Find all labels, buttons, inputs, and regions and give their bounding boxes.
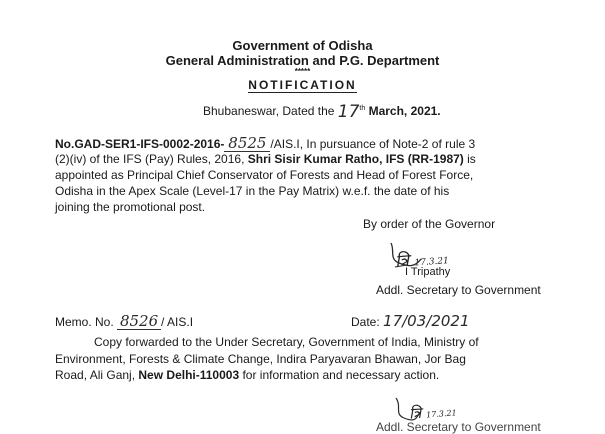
- department-heading: General Administration and P.G. Department: [165, 53, 440, 68]
- order-number-prefix: No.GAD-SER1-IFS-0002-2016-: [55, 137, 225, 151]
- dateline: [203, 102, 441, 122]
- dateline-prefix: Bhubaneswar, Dated the: [203, 104, 338, 118]
- officer-name: Shri Sisir Kumar Ratho, IFS (RR-1987): [247, 152, 464, 166]
- order-line-1-rest: /AIS.I, In pursuance of Note-2 of rule 3: [270, 137, 476, 151]
- memo-number-handwritten: 8526: [117, 314, 161, 330]
- by-order-of-governor: By order of the Governor: [363, 217, 496, 231]
- memo-suffix: / AIS.I: [161, 315, 194, 329]
- dateline-month-year: March, 2021.: [365, 104, 441, 118]
- memo-date-handwritten: 17/03/2021: [383, 312, 470, 330]
- signature-1-date: 17.3.21: [414, 256, 450, 269]
- order-line-4: Odisha in the Apex Scale (Level-17 in the Pay Matrix) w.e.f. the date of his: [55, 184, 450, 198]
- order-line-3: appointed as Principal Chief Conservator of Forests and Head of Forest Force,: [55, 168, 474, 182]
- order-number-handwritten: 8525: [224, 136, 270, 152]
- order-line-2: [55, 152, 476, 166]
- memo-label: Memo. No.: [55, 315, 114, 329]
- order-line-5: joining the promotional post.: [55, 200, 206, 214]
- notification-title: [0, 78, 605, 92]
- signature-1-mark: त्रि: [394, 250, 410, 272]
- signature-2-date: 17.3.21: [425, 408, 457, 420]
- copy-line-3-c: for information and necessary action.: [239, 368, 440, 382]
- notification-label: NOTIFICATION: [248, 78, 357, 92]
- memo-line: [55, 314, 193, 330]
- copy-address-city: New Delhi-110003: [138, 368, 240, 382]
- order-line-2-a: (2)(iv) of the IFS (Pay) Rules, 2016,: [55, 152, 248, 166]
- footer-designation-partial: Addl. Secretary to Government: [376, 420, 541, 434]
- order-line-1: [55, 136, 475, 152]
- memo-date: [351, 312, 470, 330]
- dateline-day-handwritten: 17: [337, 102, 360, 122]
- government-heading: Government of Odisha: [232, 38, 373, 53]
- dateline-day-suffix: th: [359, 105, 366, 112]
- heading-stars: *****: [294, 67, 311, 76]
- signature-2-mark: त्रि: [408, 403, 422, 423]
- copy-line-2: Environment, Forests & Climate Change, Indira Paryavaran Bhawan, Jor Bag: [55, 352, 466, 366]
- memo-date-label: Date:: [351, 315, 380, 329]
- copy-line-1: Copy forwarded to the Under Secretary, Government of India, Ministry of: [94, 335, 479, 349]
- copy-line-3-a: Road, Ali Ganj,: [55, 368, 139, 382]
- order-line-2-b: is: [463, 152, 476, 166]
- copy-line-3: [55, 368, 439, 382]
- signatory-name: I Tripathy: [405, 266, 451, 278]
- signatory-designation: Addl. Secretary to Government: [376, 283, 541, 297]
